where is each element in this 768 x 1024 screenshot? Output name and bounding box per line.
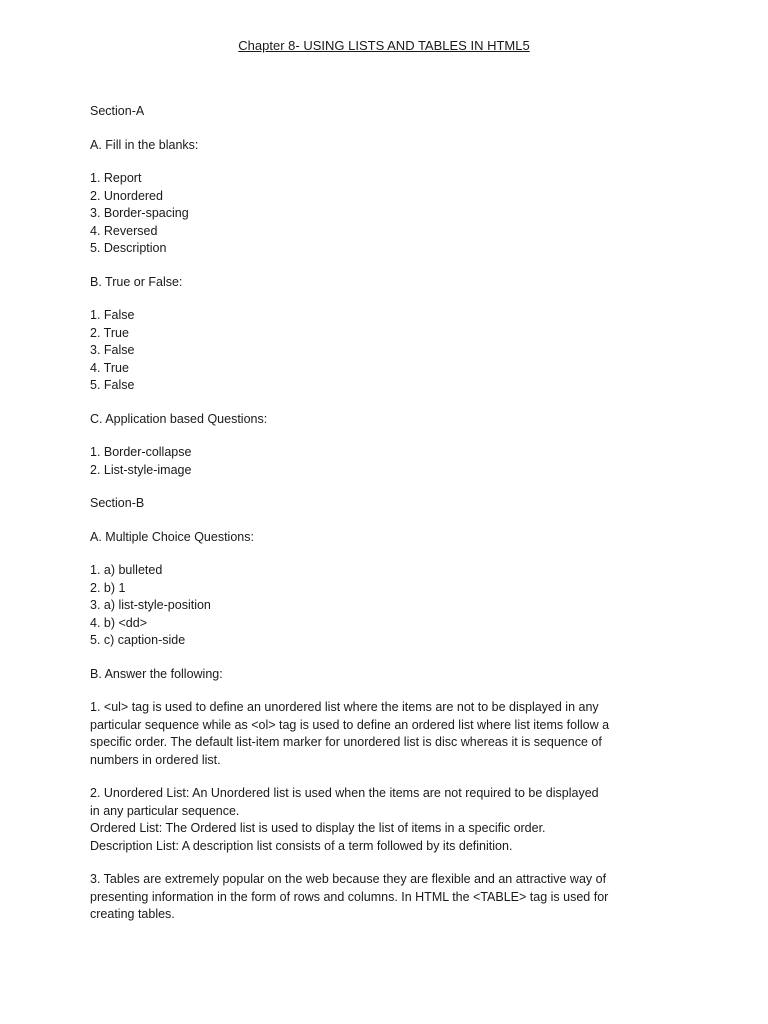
fill-blanks-heading: A. Fill in the blanks: (90, 137, 199, 152)
section-b-heading: Section-B (90, 496, 145, 510)
answer-2-line: 2. Unordered List: An Unordered list is used when the items are not required to be displayed in any particular sequence. (90, 786, 599, 818)
application-heading: C. Application based Questions: (90, 411, 268, 426)
list-item: 4. True (90, 360, 129, 375)
answer-1: 1. <ul> tag is used to define an unordered list where the items are not to be displayed in any particular sequence while as <ol> tag is used to define an ordered list where list items follow a specific order. The default list-item marker for unordered list is disc whereas it is sequence of numbers in ordered list. (90, 700, 610, 767)
list-item: 5. Description (90, 241, 167, 255)
list-item: 3. False (90, 343, 135, 357)
list-item: 5. c) caption-side (90, 633, 186, 647)
list-item: 4. b) <dd> (90, 615, 147, 630)
list-item: 2. True (90, 325, 129, 340)
list-item: 2. List-style-image (90, 462, 192, 477)
list-item: 3. Border-spacing (90, 206, 189, 220)
list-item: 1. a) bulleted (90, 563, 163, 577)
fill-blanks-list (90, 170, 610, 258)
mcq-list (90, 562, 610, 650)
list-item: 2. Unordered (90, 188, 163, 203)
true-false-list (90, 307, 610, 395)
answers-heading: B. Answer the following: (90, 666, 223, 681)
application-list (90, 444, 610, 479)
list-item: 1. Border-collapse (90, 445, 192, 459)
list-item: 5. False (90, 378, 135, 392)
list-item: 3. a) list-style-position (90, 598, 211, 612)
answer-3: 3. Tables are extremely popular on the web because they are flexible and an attractive way of presenting information in the form of rows and columns. In HTML the <TABLE> tag is used for creating tables. (90, 872, 609, 921)
mcq-heading: A. Multiple Choice Questions: (90, 529, 254, 544)
section-a-heading: Section-A (90, 104, 145, 118)
true-false-heading: B. True or False: (90, 274, 183, 289)
answer-2-line: Description List: A description list consists of a term followed by its definition. (90, 838, 513, 853)
list-item: 2. b) 1 (90, 580, 126, 595)
document-body (90, 103, 610, 924)
list-item: 1. False (90, 308, 135, 322)
list-item: 1. Report (90, 171, 142, 185)
answer-2-line: Ordered List: The Ordered list is used to display the list of items in a specific order. (90, 821, 546, 835)
list-item: 4. Reversed (90, 223, 158, 238)
page-title: Chapter 8- USING LISTS AND TABLES IN HTML5 (238, 38, 530, 53)
answer-2 (90, 785, 610, 855)
